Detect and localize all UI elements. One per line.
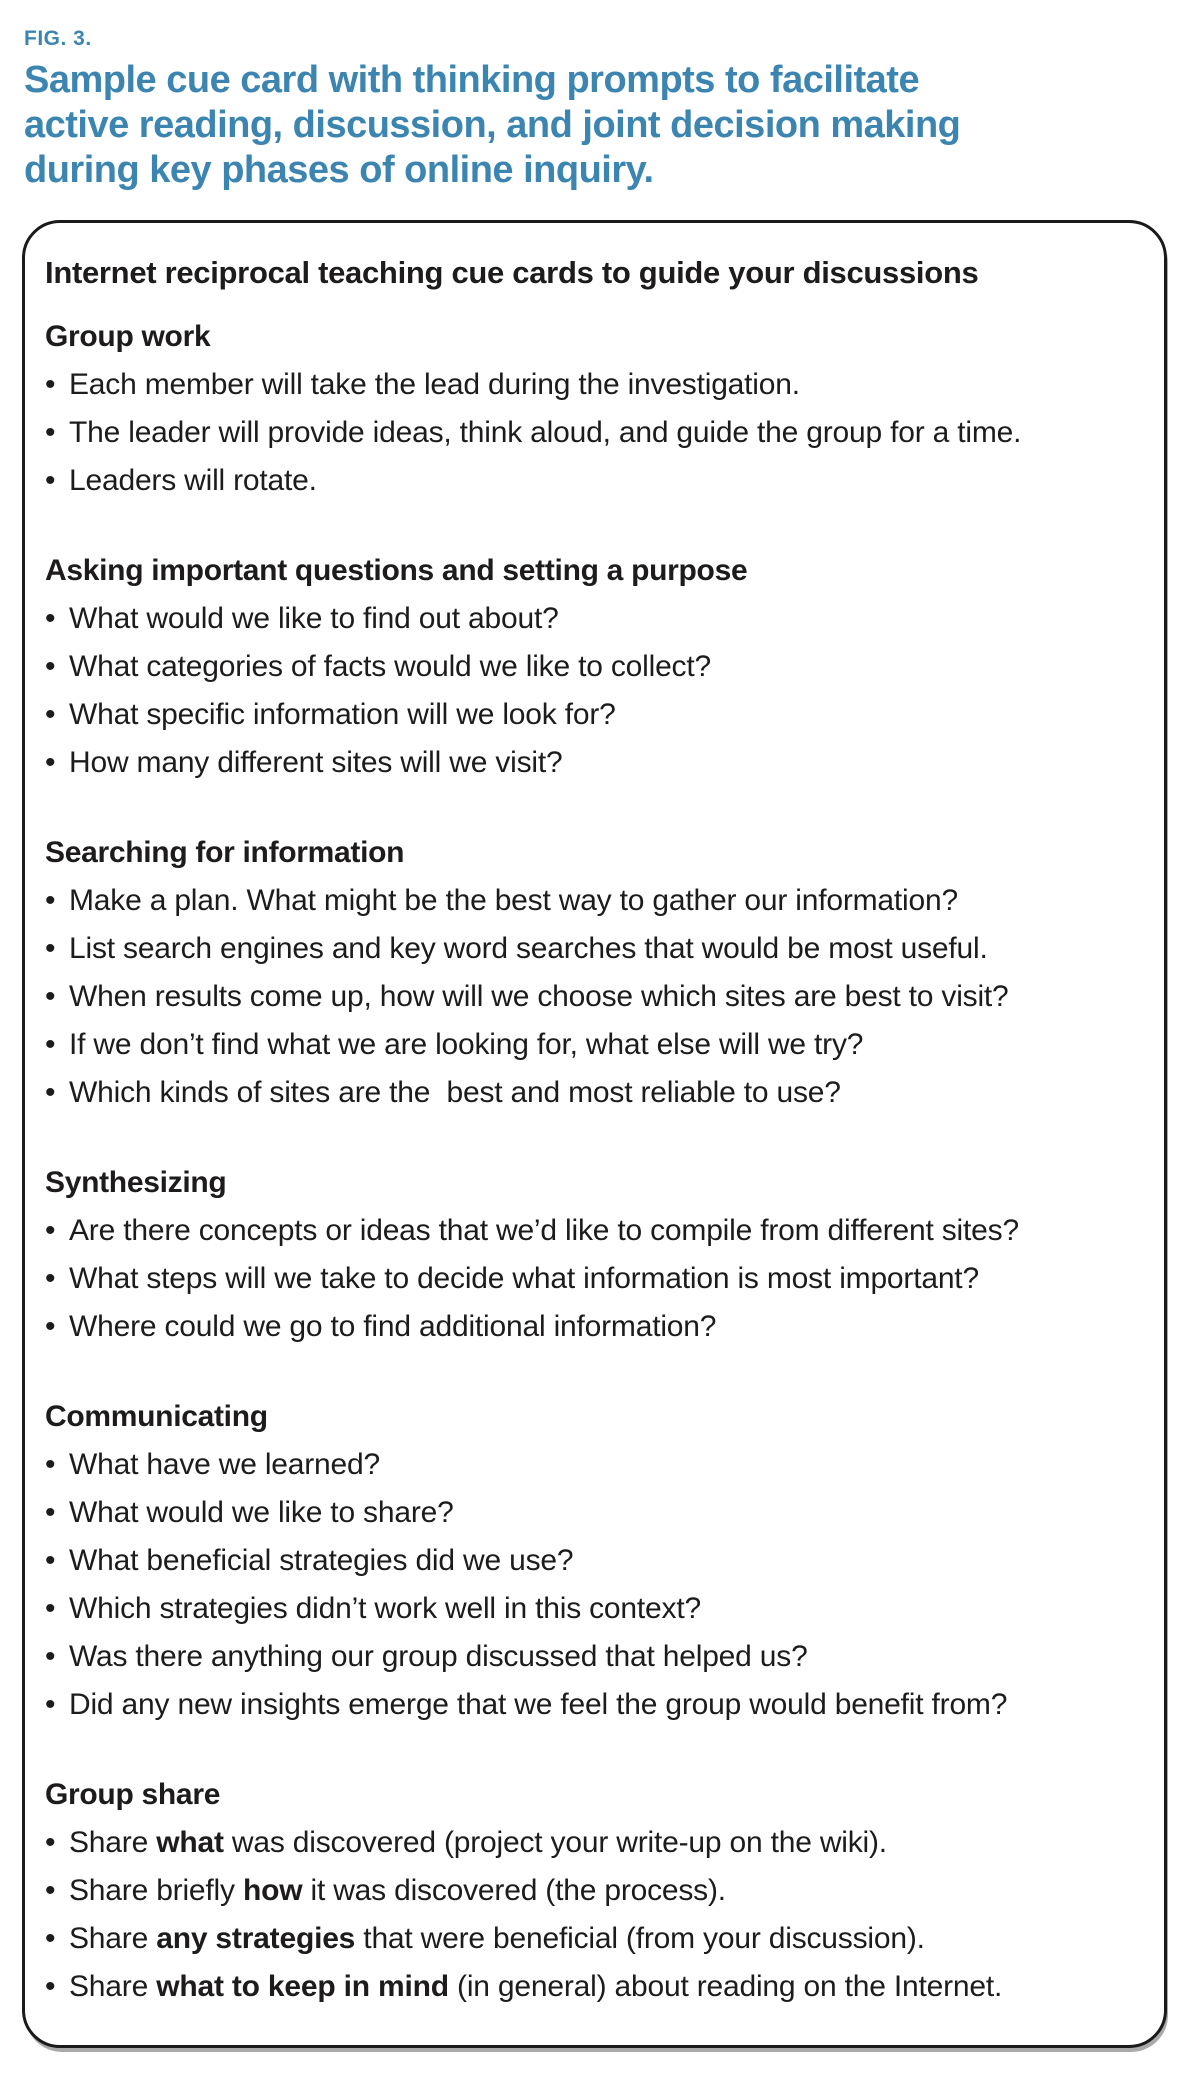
bullet-dot: • [45, 1592, 56, 1625]
bullet-dot: • [45, 884, 56, 917]
bullet-dot: • [45, 1262, 56, 1295]
figure-caption [24, 58, 1170, 193]
section-group-work [45, 313, 1146, 505]
bullet-text: What steps will we take to decide what information is most important? [69, 1262, 979, 1295]
bullet-dot: • [45, 464, 56, 497]
bullet-list [45, 877, 1146, 1117]
bullet-item [45, 595, 1146, 643]
bullet-text [69, 1963, 1002, 2011]
bullet-text: What have we learned? [69, 1448, 380, 1481]
bullet-text-pre: Share [69, 1826, 157, 1859]
bullet-item [45, 1489, 1146, 1537]
bullet-dot: • [45, 650, 56, 683]
bullet-text: What would we like to share? [69, 1496, 454, 1529]
bullet-text-bold: what [156, 1826, 224, 1859]
bullet-list [45, 361, 1146, 505]
bullet-text [69, 1915, 925, 1963]
bullet-text [69, 1867, 726, 1915]
bullet-item [45, 409, 1146, 457]
bullet-list [45, 1441, 1146, 1729]
bullet-item [45, 1681, 1146, 1729]
bullet-dot: • [45, 1214, 56, 1247]
bullet-text-bold: any strategies [156, 1922, 356, 1955]
bullet-item [45, 1915, 1146, 1963]
bullet-dot: • [45, 1076, 56, 1109]
bullet-text: Did any new insights emerge that we feel the group would benefit from? [69, 1688, 1008, 1721]
bullet-text: Make a plan. What might be the best way to gather our information? [69, 884, 958, 917]
bullet-dot: • [45, 1922, 56, 1955]
bullet-text-bold: how [242, 1874, 303, 1907]
bullet-dot: • [45, 1826, 56, 1859]
bullet-list [45, 595, 1146, 787]
bullet-text: What specific information will we look for? [69, 698, 616, 731]
bullet-item [45, 925, 1146, 973]
bullet-text: What beneficial strategies did we use? [69, 1544, 574, 1577]
bullet-item [45, 1585, 1146, 1633]
bullet-dot: • [45, 416, 56, 449]
bullet-text-post: was discovered (project your write-up on the wiki). [223, 1826, 887, 1859]
section-heading: Group share [45, 1778, 221, 1811]
bullet-dot: • [45, 1310, 56, 1343]
bullet-text: The leader will provide ideas, think aloud, and guide the group for a time. [69, 416, 1022, 449]
bullet-item [45, 691, 1146, 739]
bullet-text: Are there concepts or ideas that we’d like to compile from different sites? [69, 1214, 1019, 1247]
bullet-dot: • [45, 1688, 56, 1721]
bullet-item [45, 1303, 1146, 1351]
bullet-text: Each member will take the lead during the investigation. [69, 368, 800, 401]
figure-header [24, 26, 1170, 193]
bullet-dot: • [45, 746, 56, 779]
bullet-item [45, 457, 1146, 505]
bullet-dot: • [45, 1544, 56, 1577]
bullet-dot: • [45, 1970, 56, 2003]
figure-caption-line: active reading, discussion, and joint decision making [24, 104, 961, 146]
bullet-dot: • [45, 1874, 56, 1907]
bullet-item [45, 1021, 1146, 1069]
bullet-text [69, 1819, 887, 1867]
bullet-text: Which kinds of sites are the best and most reliable to use? [69, 1076, 841, 1109]
bullet-item [45, 1819, 1146, 1867]
section-communicating [45, 1393, 1146, 1729]
bullet-item [45, 1255, 1146, 1303]
section-heading: Synthesizing [45, 1166, 227, 1199]
bullet-item [45, 1069, 1146, 1117]
bullet-list [45, 1207, 1146, 1351]
bullet-dot: • [45, 1028, 56, 1061]
bullet-text: What categories of facts would we like to collect? [69, 650, 711, 683]
bullet-item [45, 973, 1146, 1021]
bullet-text: Was there anything our group discussed that helped us? [69, 1640, 808, 1673]
cue-card [22, 220, 1167, 2048]
bullet-dot: • [45, 698, 56, 731]
figure-caption-line: during key phases of online inquiry. [24, 149, 654, 191]
bullet-text: If we don’t find what we are looking for, what else will we try? [69, 1028, 864, 1061]
cue-card-title: Internet reciprocal teaching cue cards to guide your discussions [45, 255, 979, 290]
bullet-dot: • [45, 368, 56, 401]
bullet-dot: • [45, 980, 56, 1013]
section-searching [45, 829, 1146, 1117]
figure-number-label: FIG. 3. [24, 27, 92, 50]
bullet-item [45, 361, 1146, 409]
bullet-dot: • [45, 1448, 56, 1481]
bullet-text-pre: Share [69, 1970, 157, 2003]
bullet-text-pre: Share briefly [69, 1874, 243, 1907]
bullet-text: List search engines and key word searches that would be most useful. [69, 932, 988, 965]
bullet-text-post: it was discovered (the process). [302, 1874, 726, 1907]
section-asking-questions [45, 547, 1146, 787]
bullet-item [45, 643, 1146, 691]
bullet-item [45, 1537, 1146, 1585]
bullet-text-post: (in general) about reading on the Internet. [448, 1970, 1003, 2003]
bullet-text-pre: Share [69, 1922, 157, 1955]
section-heading: Communicating [45, 1400, 268, 1433]
bullet-item [45, 1633, 1146, 1681]
bullet-text: When results come up, how will we choose which sites are best to visit? [69, 980, 1009, 1013]
bullet-text: How many different sites will we visit? [69, 746, 563, 779]
bullet-text: What would we like to find out about? [69, 602, 559, 635]
bullet-text: Leaders will rotate. [69, 464, 317, 497]
figure-caption-line: Sample cue card with thinking prompts to facilitate [24, 59, 920, 101]
bullet-text-post: that were beneficial (from your discussion). [355, 1922, 925, 1955]
bullet-dot: • [45, 602, 56, 635]
section-heading: Searching for information [45, 836, 405, 869]
section-heading: Group work [45, 320, 211, 353]
bullet-dot: • [45, 932, 56, 965]
bullet-item [45, 1963, 1146, 2011]
bullet-item [45, 877, 1146, 925]
section-synthesizing [45, 1159, 1146, 1351]
bullet-item [45, 1867, 1146, 1915]
bullet-text: Which strategies didn’t work well in this context? [69, 1592, 701, 1625]
bullet-dot: • [45, 1496, 56, 1529]
bullet-text-bold: what to keep in mind [156, 1970, 449, 2003]
bullet-text: Where could we go to find additional information? [69, 1310, 717, 1343]
bullet-item [45, 1207, 1146, 1255]
section-group-share [45, 1771, 1146, 2011]
bullet-dot: • [45, 1640, 56, 1673]
bullet-item [45, 739, 1146, 787]
section-heading: Asking important questions and setting a purpose [45, 554, 748, 587]
bullet-list [45, 1819, 1146, 2011]
bullet-item [45, 1441, 1146, 1489]
